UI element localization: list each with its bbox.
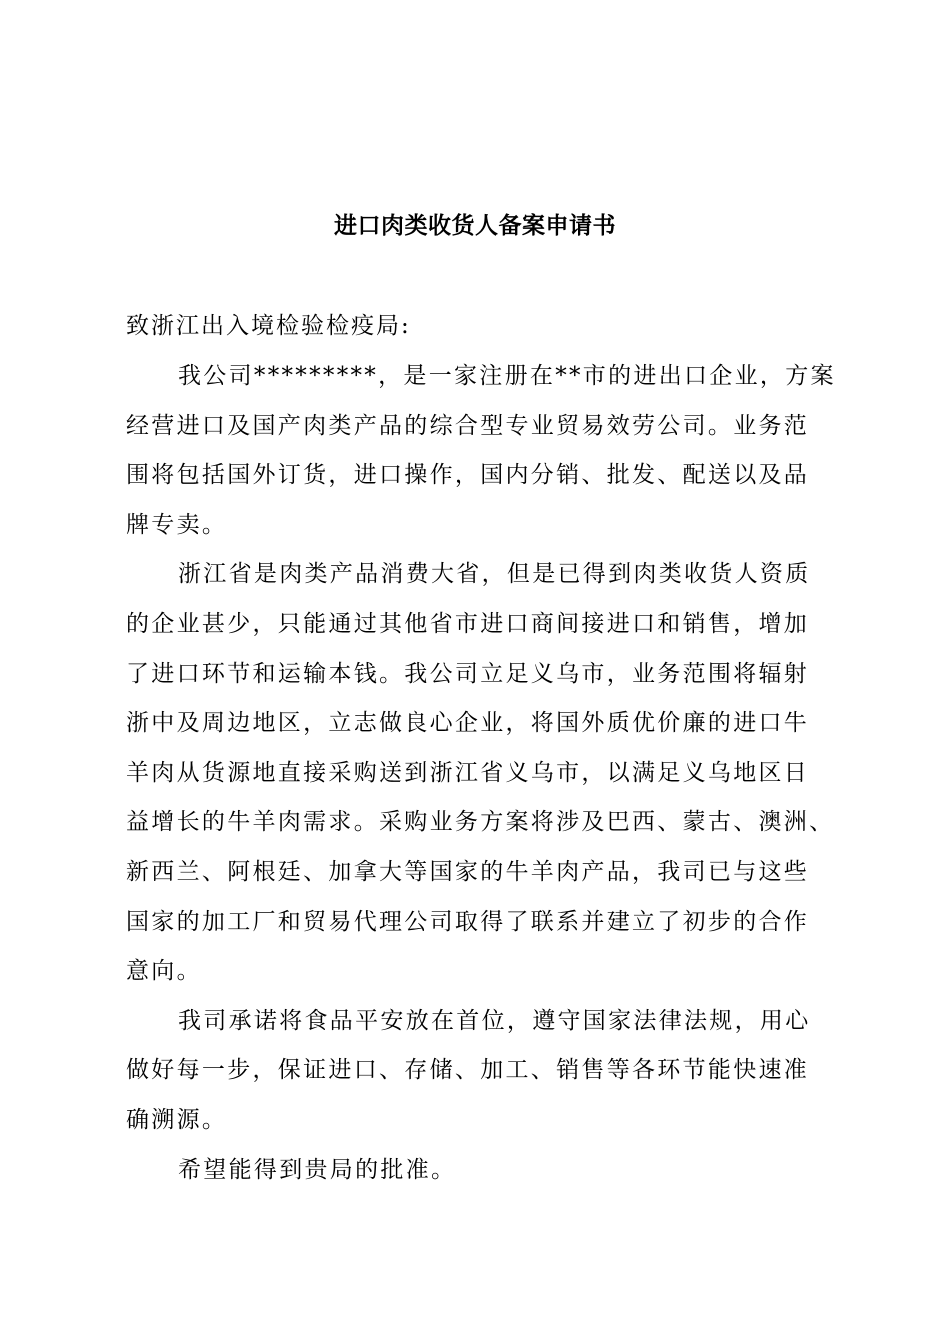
paragraph-commitment <box>126 997 846 1146</box>
text-line: 浙中及周边地区，立志做良心企业，将国外质优价廉的进口牛 <box>126 710 810 737</box>
text-line: 牌专卖。 <box>126 511 228 538</box>
text-line: 了进口环节和运输本钱。我公司立足义乌市，业务范围将辐射 <box>126 660 810 687</box>
paragraph-company-intro <box>126 352 846 550</box>
document-title: 进口肉类收货人备案申请书 <box>334 212 616 239</box>
text-line: 经营进口及国产肉类产品的综合型专业贸易效劳公司。业务范 <box>126 412 810 439</box>
text-line: 做好每一步，保证进口、存储、加工、销售等各环节能快速准 <box>126 1057 810 1084</box>
text-line: 益增长的牛羊肉需求。采购业务方案将涉及巴西、蒙古、澳洲、 <box>126 809 835 836</box>
paragraph-market-background <box>126 550 846 996</box>
document-body <box>126 352 846 1195</box>
paragraph-request <box>126 1146 846 1196</box>
text-line: 浙江省是肉类产品消费大省，但是已得到肉类收货人资质 <box>178 561 811 588</box>
text-line: 的企业甚少，只能通过其他省市进口商间接进口和销售，增加 <box>126 610 810 637</box>
text-line: 意向。 <box>126 958 202 985</box>
text-line: 我公司*********，是一家注册在**市的进出口企业，方案 <box>178 363 836 389</box>
text-line: 国家的加工厂和贸易代理公司取得了联系并建立了初步的合作 <box>126 908 810 935</box>
text-line: 我司承诺将食品平安放在首位，遵守国家法律法规，用心 <box>178 1007 811 1034</box>
text-line: 围将包括国外订货，进口操作，国内分销、批发、配送以及品 <box>126 462 810 489</box>
salutation: 致浙江出入境检验检疫局: <box>126 313 411 339</box>
text-line: 确溯源。 <box>126 1106 228 1133</box>
text-line: 希望能得到贵局的批准。 <box>178 1156 457 1183</box>
text-line: 羊肉从货源地直接采购送到浙江省义乌市，以满足义乌地区日 <box>126 759 810 786</box>
text-line: 新西兰、阿根廷、加拿大等国家的牛羊肉产品，我司已与这些 <box>126 858 810 885</box>
